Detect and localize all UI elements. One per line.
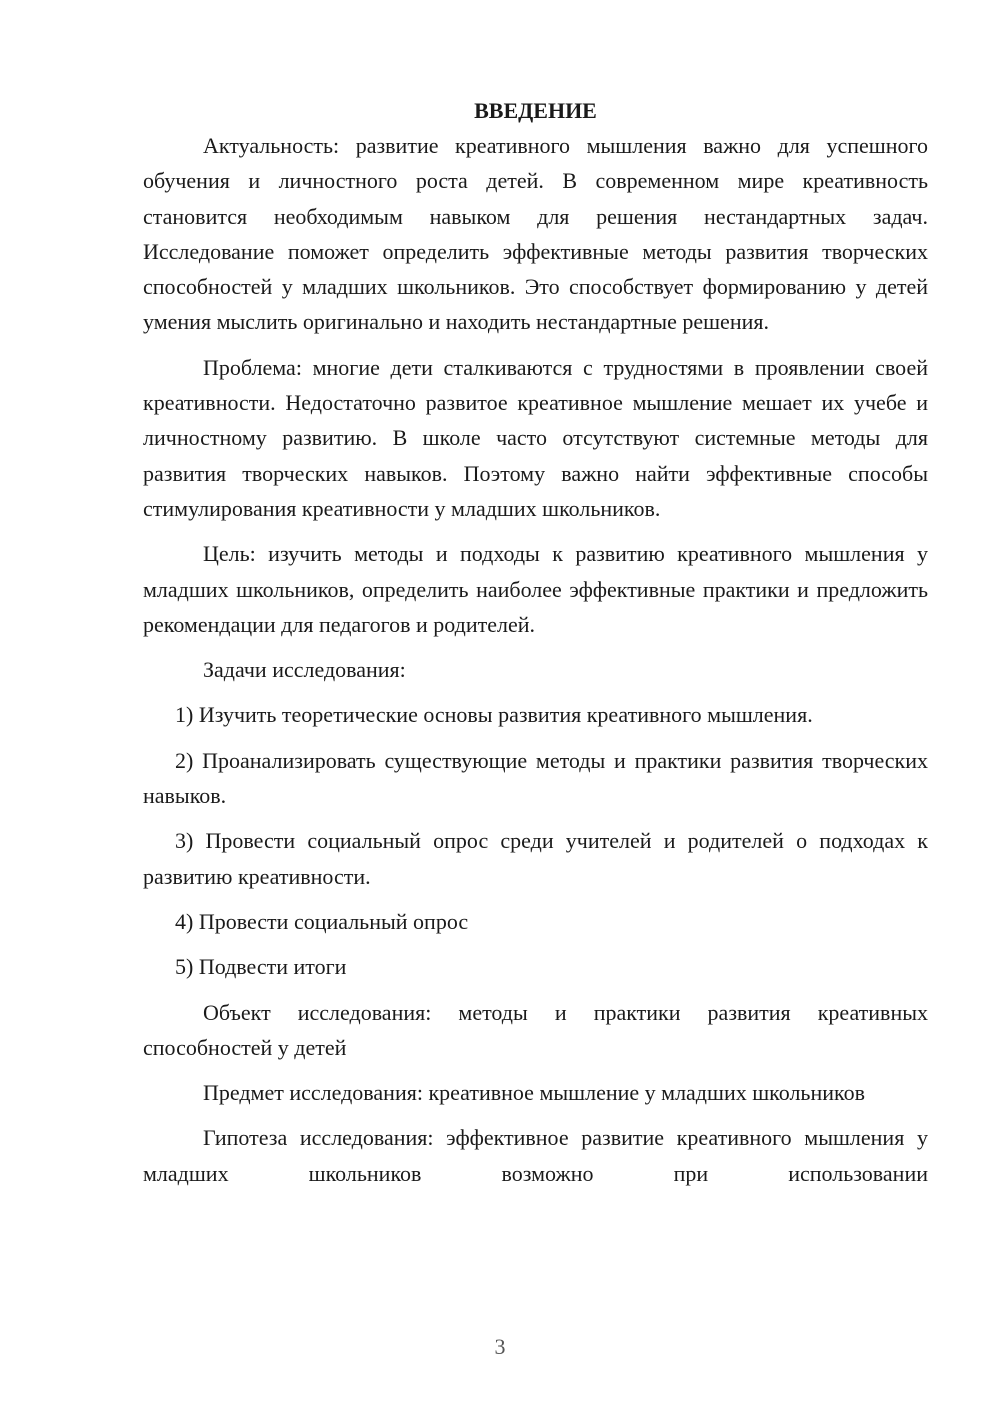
task-item-3: 3) Провести социальный опрос среди учителей и родителей о подходах к развитию креативности. [143,828,928,889]
page-number: 3 [494,1334,506,1359]
task-item-5: 5) Подвести итоги [175,954,347,980]
paragraph-goal: Цель: изучить методы и подходы к развитию креативного мышления у младших школьников, определить наиболее эффективные практики и предложить рекомендации для педагогов и родителей. [143,541,928,637]
paragraph-relevance: Актуальность: развитие креативного мышления важно для успешного обучения и личностного роста детей. В современном мире креативность становится необходимым навыком для решения нестандартных задач. Исследование поможет определить эффективные методы развития творческих способностей у младших школьников. Это способствует формированию у детей умения мыслить оригинально и находить нестандартные решения. [143,133,928,335]
paragraph-subject: Предмет исследования: креативное мышление у младших школьников [203,1080,865,1106]
paragraph-problem: Проблема: многие дети сталкиваются с трудностями в проявлении своей креативности. Недостаточно развитое креативное мышление мешает их учебе и личностному развитию. В школе часто отсутствуют системные методы для развития творческих навыков. Поэтому важно найти эффективные способы стимулирования креативности у младших школьников. [143,354,928,521]
task-item-2: 2) Проанализировать существующие методы и практики развития творческих навыков. [143,747,928,809]
paragraph-object: Объект исследования: методы и практики развития креативных способностей у детей [143,999,928,1060]
paragraph-tasks-heading: Задачи исследования: [203,657,406,683]
paragraph-hypothesis: Гипотеза исследования: эффективное развитие креативного мышления у младших школьников возможно при использовании [143,1125,928,1186]
document-page [143,94,928,1201]
section-title: ВВЕДЕНИЕ [474,98,597,123]
task-item-4: 4) Провести социальный опрос [175,908,469,934]
task-item-1: 1) Изучить теоретические основы развития креативного мышления. [175,702,813,728]
